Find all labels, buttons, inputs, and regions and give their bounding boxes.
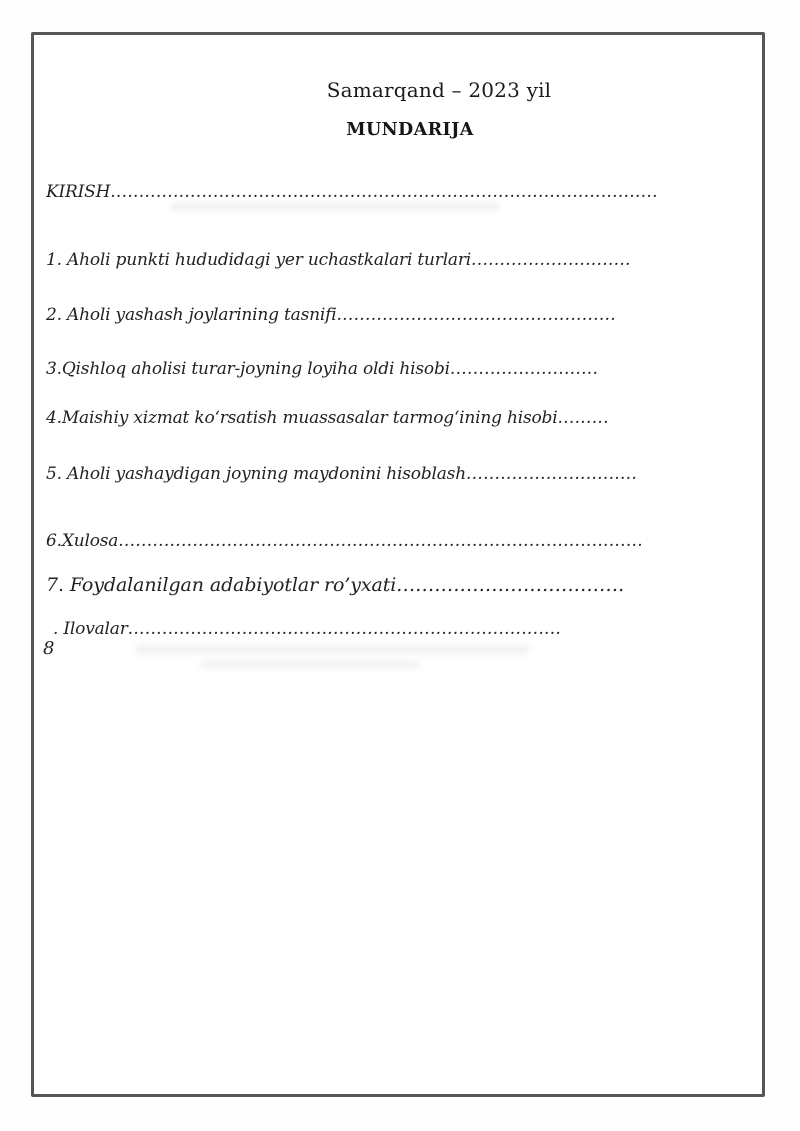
- toc-entry: [46, 359, 764, 379]
- toc-entry-leader-dots: ....................................: [396, 574, 625, 596]
- toc-entry-label: 6.Xulosa: [46, 531, 119, 551]
- toc-entry-label: . Ilovalar: [53, 619, 128, 639]
- document-title: Samarqand – 2023 yil: [326, 78, 552, 102]
- toc-entry: [53, 619, 764, 639]
- toc-entry-leader-dots: ..............................: [465, 464, 638, 484]
- toc-entry: [46, 574, 764, 596]
- toc-entry-label: 7. Foydalanilgan adabiyotlar ro’yxati: [46, 574, 397, 596]
- toc-entry: [46, 408, 764, 428]
- toc-entry-leader-dots: ................................................................................................: [110, 182, 658, 202]
- trailing-page-number: 8: [43, 638, 55, 659]
- toc-entry: [46, 531, 764, 551]
- toc-entry-label: KIRISH: [46, 182, 111, 202]
- toc-heading: MUNDARIJA: [346, 120, 474, 140]
- toc-entry-label: 2. Aholi yashash joylarining tasnifi: [46, 305, 337, 325]
- toc-entry-leader-dots: .........: [557, 408, 609, 428]
- toc-entry-label: 3.Qishloq aholisi turar-joyning loyiha oldi hisobi: [46, 359, 450, 379]
- toc-entry-label: 4.Maishiy xizmat koʻrsatish muassasalar tarmogʻining hisobi: [46, 408, 558, 428]
- toc-entry-leader-dots: .................................................: [336, 305, 616, 325]
- toc-entry-leader-dots: ............................................................................................: [118, 531, 643, 551]
- toc-entry-label: 1. Aholi punkti hududidagi yer uchastkalari turlari: [46, 250, 472, 270]
- toc-entry-leader-dots: ............................................................................: [127, 619, 562, 639]
- toc-entry-label: 5. Aholi yashaydigan joyning maydonini hisoblash: [46, 464, 466, 484]
- toc-entry: [46, 182, 764, 202]
- toc-entry: [46, 250, 764, 270]
- toc-entry-leader-dots: ............................: [471, 250, 631, 270]
- toc-entry: [46, 464, 764, 484]
- toc-entry: [46, 305, 764, 325]
- toc-entry-leader-dots: ..........................: [449, 359, 599, 379]
